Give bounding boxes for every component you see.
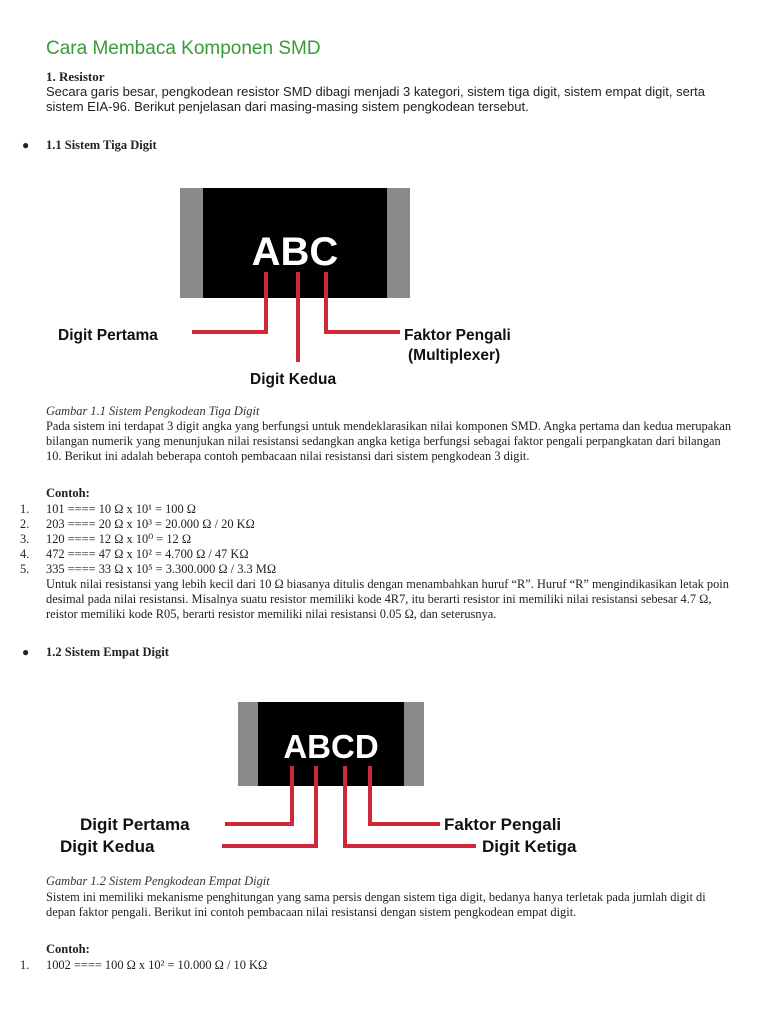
decimal-note-paragraph: Untuk nilai resistansi yang lebih kecil dari 10 Ω biasanya ditulis dengan menambahkan huruf “R”. Huruf “R” mengindikasikan letak poin desimal pada nilai resistansi. Misalnya suatu resistor memiliki kode 4R7, itu berarti resistor ini memiliki nilai resistansi sebesar 4.7 Ω, reistor memiliki kode R05, berarti resistor memiliki nilai resistansi 0.05 Ω, dan seterusnya.	[46, 577, 729, 621]
label-multiplier: Faktor Pengali	[404, 327, 511, 344]
bullet-icon: ●	[22, 645, 30, 659]
list-item: 1. 1002 ==== 100 Ω x 10² = 10.000 Ω / 10 KΩ	[20, 958, 268, 972]
section-heading-four-digit: ● 1.2 Sistem Empat Digit	[22, 645, 169, 659]
four-digit-paragraph: Sistem ini memiliki mekanisme penghitungan yang sama persis dengan sistem tiga digit, bedanya hanya terletak pada jumlah digit di depan faktor pengali. Berikut ini contoh pembacaan nilai resistansi dengan sistem pengkodean empat digit.	[46, 890, 706, 919]
resistor-heading: 1. Resistor	[46, 69, 105, 84]
list-item: 5. 335 ==== 33 Ω x 10⁵ = 3.300.000 Ω / 3.3 MΩ	[20, 562, 277, 576]
three-digit-diagram	[40, 182, 560, 392]
three-digit-paragraph: Pada sistem ini terdapat 3 digit angka yang berfungsi untuk mendeklarasikan nilai komponen SMD. Angka pertama dan kedua merupakan bilangan numerik yang menunjukan nilai resistansi sedangkan angka ketiga berfungsi sebagai faktor pengali perpangkatan dari bilangan 10. Berikut ini adalah beberapa contoh pembacaan nilai resistansi dari sistem pengkodean 3 digit.	[46, 419, 732, 463]
example-label-1: Contoh:	[46, 486, 90, 500]
resistor-code: ABCD	[283, 728, 379, 765]
example-list-1	[20, 502, 276, 577]
label-multiplier: Faktor Pengali	[444, 815, 562, 834]
bullet-icon: ●	[22, 138, 30, 152]
section-heading-three-digit: ● 1.1 Sistem Tiga Digit	[22, 138, 157, 152]
page-title: Cara Membaca Komponen SMD	[46, 38, 321, 59]
intro-paragraph: Secara garis besar, pengkodean resistor SMD dibagi menjadi 3 kategori, sistem tiga digit, sistem empat digit, serta sistem EIA-96. Berikut penjelasan dari masing-masing sistem pengkodean tersebut.	[46, 84, 705, 114]
label-multiplier-note: (Multiplexer)	[408, 347, 501, 364]
list-item: 4. 472 ==== 47 Ω x 10² = 4.700 Ω / 47 KΩ	[20, 547, 249, 561]
resistor-code: ABC	[251, 230, 339, 274]
four-digit-diagram	[40, 696, 620, 866]
label-digit-second: Digit Kedua	[250, 371, 337, 388]
figure-caption-1: Gambar 1.1 Sistem Pengkodean Tiga Digit	[46, 404, 260, 418]
list-item: 3. 120 ==== 12 Ω x 10⁰ = 12 Ω	[20, 532, 192, 546]
list-item: 1. 101 ==== 10 Ω x 10¹ = 100 Ω	[20, 502, 197, 516]
figure-caption-2: Gambar 1.2 Sistem Pengkodean Empat Digit	[46, 874, 270, 888]
example-label-2: Contoh:	[46, 942, 90, 956]
example-list-2	[20, 958, 267, 973]
label-digit-second: Digit Kedua	[60, 837, 155, 856]
label-digit-first: Digit Pertama	[80, 815, 190, 834]
label-digit-first: Digit Pertama	[58, 327, 158, 344]
list-item: 2. 203 ==== 20 Ω x 10³ = 20.000 Ω / 20 KΩ	[20, 517, 255, 531]
label-digit-third: Digit Ketiga	[482, 837, 577, 856]
